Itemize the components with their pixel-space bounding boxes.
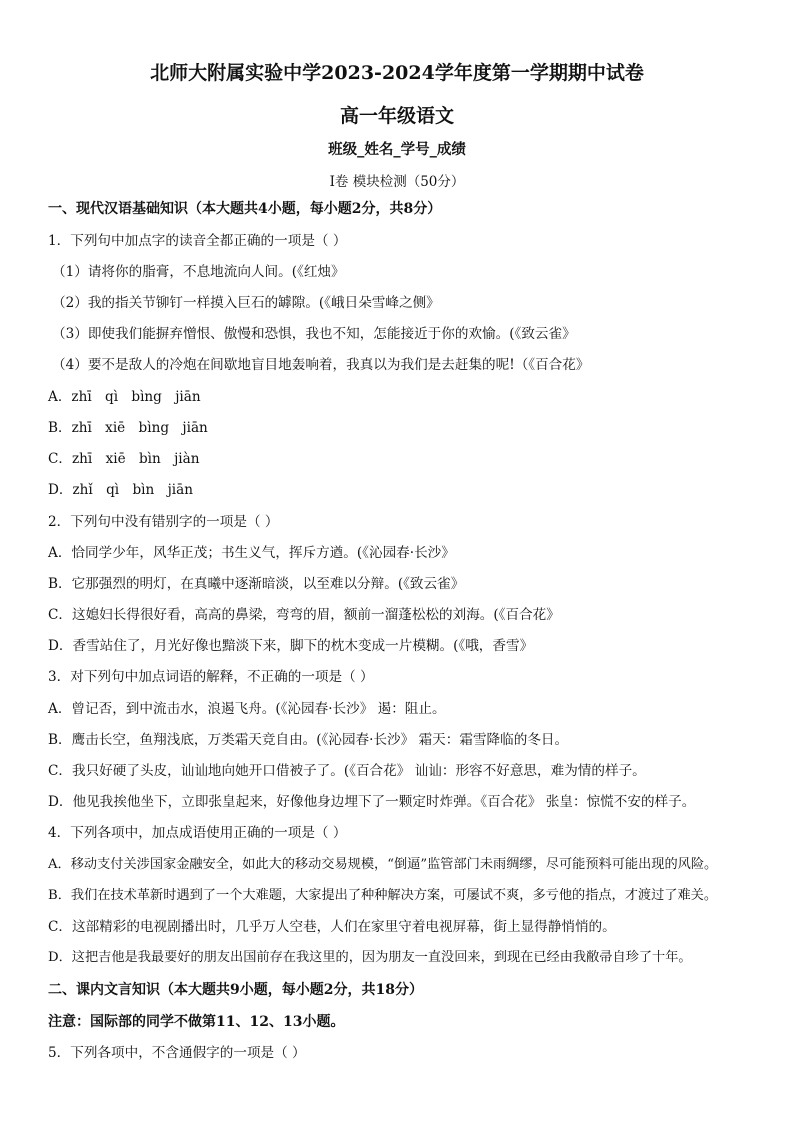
subject-title: 高一年级语文 bbox=[339, 105, 454, 127]
question-4-option-b: B．我们在技术革新时遇到了一个大难题，大家提出了种种解决方案，可屡试不爽，多亏他的指点，才渡过了难关。 bbox=[48, 888, 718, 903]
question-3-option-d: D．他见我挨他坐下，立即张皇起来，好像他身边埋下了一颗定时炸弹。《百合花》 张皇：惊慌不安的样子。 bbox=[48, 794, 696, 810]
question-2-option-b: B．它那强烈的明灯，在真曦中逐渐暗淡，以至难以分辩。(《致云雀》 bbox=[48, 576, 465, 592]
section-heading-1: 一、现代汉语基础知识（本大题共4小题，每小题2分，共8分） bbox=[48, 201, 442, 217]
section-note: 注意：国际部的同学不做第11、12、13小题。 bbox=[48, 1014, 345, 1030]
question-4-option-c: C．这部精彩的电视剧播出时，几乎万人空巷，人们在家里守着电视屏幕，街上显得静悄悄的。 bbox=[48, 919, 616, 935]
question-2-stem: 2．下列句中没有错别字的一项是（ ） bbox=[48, 514, 279, 530]
school-title: 北师大附属实验中学2023-2024学年度第一学期期中试卷 bbox=[150, 62, 644, 84]
question-1-option-c: C．zhī xiē bìn jiàn bbox=[48, 451, 200, 467]
question-1-stem: 1．下列句中加点字的读音全都正确的一项是（ ） bbox=[48, 233, 347, 249]
question-1-option-b: B．zhī xiē bìng jiān bbox=[48, 420, 208, 436]
question-1-option-a: A．zhī qì bìng jiān bbox=[48, 389, 201, 405]
question-3-option-c: C．我只好硬了头皮，讪讪地向她开口借被子了。(《百合花》 讪讪：形容不好意思，难为情的样子。 bbox=[48, 763, 646, 779]
part-label: I卷 模块检测（50分） bbox=[329, 174, 465, 190]
question-3-option-b: B．鹰击长空，鱼翔浅底，万类霜天竞自由。(《沁园春·长沙》 霜天：霜雪降临的冬日。 bbox=[48, 732, 569, 748]
question-5-stem: 5．下列各项中，不含通假字的一项是（ ） bbox=[48, 1045, 306, 1061]
section-heading-2: 二、课内文言知识（本大题共9小题，每小题2分，共18分） bbox=[48, 982, 423, 998]
question-1-item: （3）即使我们能摒弃憎恨、傲慢和恐惧，我也不知，怎能接近于你的欢愉。(《致云雀》 bbox=[52, 326, 576, 342]
question-2-option-a: A．恰同学少年，风华正茂；书生义气，挥斥方遒。(《沁园春·长沙》 bbox=[48, 545, 455, 561]
question-1-item: （1）请将你的脂膏，不息地流向人间。(《红烛》 bbox=[52, 264, 345, 280]
question-1-item: （4）要不是敌人的冷炮在间歇地盲目地轰响着，我真以为我们是去赶集的呢!（《百合花》 bbox=[52, 357, 590, 373]
question-2-option-d: D．香雪站住了，月光好像也黯淡下来，脚下的枕木变成一片模糊。(《哦，香雪》 bbox=[48, 638, 534, 654]
student-info-fields: 班级_姓名_学号_成绩 bbox=[328, 141, 466, 158]
question-3-option-a: A．曾记否，到中流击水，浪遏飞舟。(《沁园春·长沙》 遏：阻止。 bbox=[48, 701, 446, 717]
question-4-stem: 4．下列各项中，加点成语使用正确的一项是（ ） bbox=[48, 825, 347, 841]
question-4-option-a: A．移动支付关涉国家金融安全，如此大的移动交易规模，“倒逼”监管部门未雨绸缪，尽可能预料可能出现的风险。 bbox=[48, 857, 718, 872]
question-1-option-d: D．zhǐ qì bìn jiān bbox=[48, 482, 193, 498]
question-3-stem: 3．对下列句中加点词语的解释，不正确的一项是（ ） bbox=[48, 669, 374, 685]
question-2-option-c: C．这媳妇长得很好看，高高的鼻梁，弯弯的眉，额前一溜蓬松松的刘海。(《百合花》 bbox=[48, 607, 560, 623]
question-4-option-d: D．这把吉他是我最要好的朋友出国前存在我这里的，因为朋友一直没回来，到现在已经由我敝帚自珍了十年。 bbox=[48, 950, 692, 965]
question-1-item: （2）我的指关节铆钉一样摸入巨石的罅隙。(《峨日朵雪峰之侧》 bbox=[52, 295, 440, 311]
